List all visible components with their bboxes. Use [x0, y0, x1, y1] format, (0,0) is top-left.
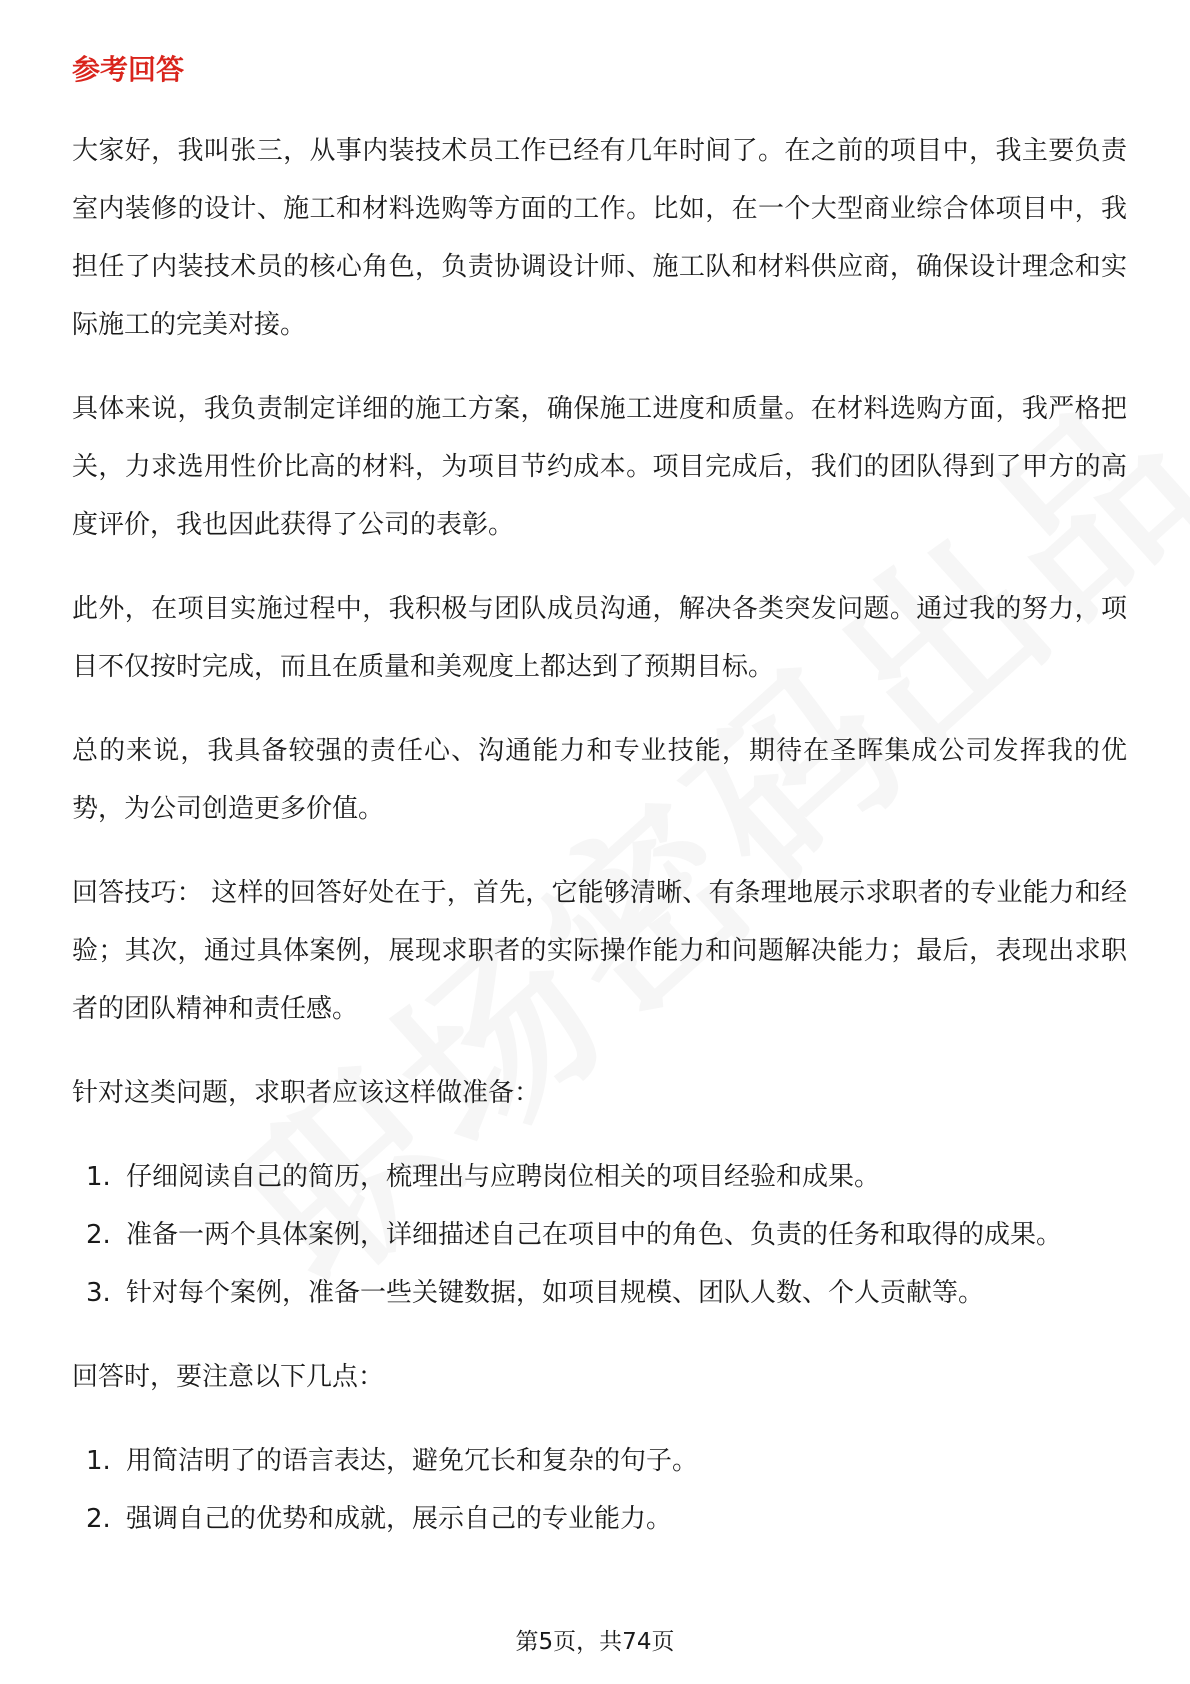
list-item-text: 用简洁明了的语言表达，避免冗长和复杂的句子。 — [126, 1446, 699, 1476]
document-page — [72, 50, 1127, 1574]
list-number: 1. — [86, 1446, 111, 1476]
page-footer: 第5页，共74页 — [515, 1629, 675, 1655]
prep-list — [72, 1148, 1127, 1322]
paragraph-details: 具体来说，我负责制定详细的施工方案，确保施工进度和质量。在材料选购方面，我严格把关，力求选用性价比高的材料，为项目节约成本。项目完成后，我们的团队得到了甲方的高度评价，我也因此获得了公司的表彰。 — [72, 394, 1127, 540]
section-title: 参考回答 — [72, 53, 185, 86]
paragraph-prep-heading: 针对这类问题，求职者应该这样做准备： — [72, 1078, 541, 1108]
paragraph-teamwork: 此外，在项目实施过程中，我积极与团队成员沟通，解决各类突发问题。通过我的努力，项目不仅按时完成，而且在质量和美观度上都达到了预期目标。 — [72, 594, 1127, 682]
list-number: 1. — [86, 1162, 111, 1192]
list-item — [72, 1432, 1127, 1490]
paragraph-tips: 回答技巧： 这样的回答好处在于，首先，它能够清晰、有条理地展示求职者的专业能力和经验；其次，通过具体案例，展现求职者的实际操作能力和问题解决能力；最后，表现出求职者的团队精神和责任感。 — [72, 878, 1127, 1024]
list-item-text: 仔细阅读自己的简历，梳理出与应聘岗位相关的项目经验和成果。 — [126, 1162, 881, 1192]
paragraph-summary: 总的来说，我具备较强的责任心、沟通能力和专业技能，期待在圣晖集成公司发挥我的优势，为公司创造更多价值。 — [72, 736, 1127, 824]
list-item-text: 准备一两个具体案例，详细描述自己在项目中的角色、负责的任务和取得的成果。 — [126, 1220, 1063, 1250]
list-item-text: 强调自己的优势和成就，展示自己的专业能力。 — [126, 1504, 673, 1534]
notes-list — [72, 1432, 1127, 1548]
paragraph-notes-heading: 回答时，要注意以下几点： — [72, 1362, 385, 1392]
list-item — [72, 1490, 1127, 1548]
list-item — [72, 1148, 1127, 1206]
list-item — [72, 1206, 1127, 1264]
list-item-text: 针对每个案例，准备一些关键数据，如项目规模、团队人数、个人贡献等。 — [126, 1278, 985, 1308]
paragraph-intro: 大家好，我叫张三，从事内装技术员工作已经有几年时间了。在之前的项目中，我主要负责室内装修的设计、施工和材料选购等方面的工作。比如，在一个大型商业综合体项目中，我担任了内装技术员的核心角色，负责协调设计师、施工队和材料供应商，确保设计理念和实际施工的完美对接。 — [72, 136, 1127, 340]
list-item — [72, 1264, 1127, 1322]
list-number: 3. — [86, 1278, 111, 1308]
list-number: 2. — [86, 1504, 111, 1534]
list-number: 2. — [86, 1220, 111, 1250]
